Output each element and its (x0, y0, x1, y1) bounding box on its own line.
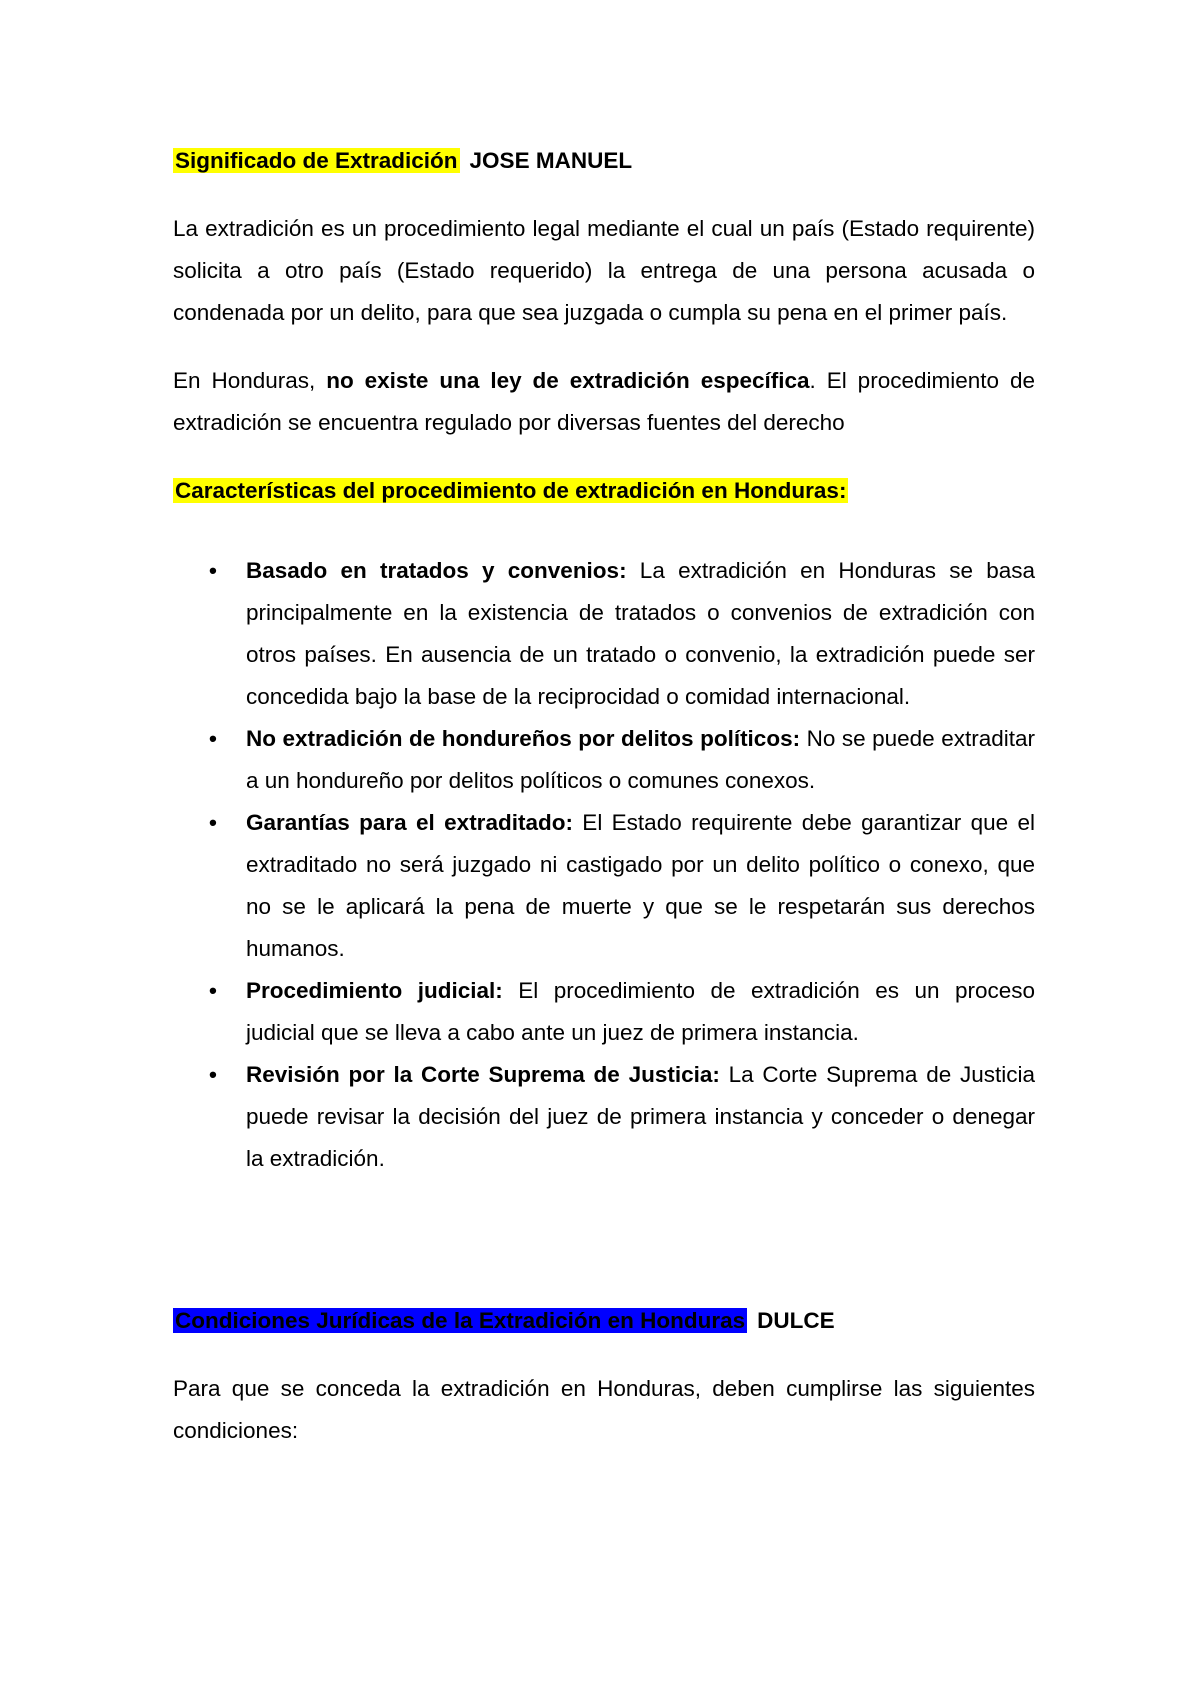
characteristics-list (173, 550, 1035, 1180)
list-item-term: Garantías para el extraditado: (246, 810, 573, 835)
paragraph-honduras-law-pre: En Honduras, (173, 368, 327, 393)
section-heading-meaning (173, 140, 1035, 182)
paragraph-honduras-law-bold: no existe una ley de extradición específica (326, 368, 810, 393)
paragraph-honduras-law (173, 360, 1035, 444)
bullet-icon: • (209, 726, 217, 751)
list-item-text: El Estado requirente debe garantizar que el extraditado no será juzgado ni castigado por un delito político o conexo, que no se le aplicará la pena de muerte y que se le respetarán sus derechos humanos. (246, 810, 1035, 961)
section-heading-conditions (173, 1300, 1035, 1342)
list-item (173, 802, 1035, 970)
list-item-text: La extradición en Honduras se basa principalmente en la existencia de tratados o convenios de extradición con otros países. En ausencia de un tratado o convenio, la extradición puede ser concedida bajo la base de la reciprocidad o comidad internacional. (246, 558, 1035, 709)
list-item-text: El procedimiento de extradición es un proceso judicial que se lleva a cabo ante un juez de primera instancia. (246, 978, 1036, 1045)
paragraph-definition: La extradición es un procedimiento legal mediante el cual un país (Estado requirente) solicita a otro país (Estado requerido) la entrega de una persona acusada o condenada por un delito, para que sea juzgada o cumpla su pena en el primer país. (173, 216, 1035, 325)
heading-conditions-title: Condiciones Jurídicas de la Extradición en Honduras (175, 1308, 746, 1333)
author-name-dulce: DULCE (757, 1308, 835, 1333)
document-page (173, 140, 1035, 1452)
list-item-term: Revisión por la Corte Suprema de Justicia: (246, 1062, 720, 1087)
list-item (173, 550, 1035, 718)
bullet-icon: • (209, 558, 217, 583)
list-item-term: Basado en tratados y convenios: (246, 558, 627, 583)
list-item (173, 970, 1035, 1054)
bullet-icon: • (209, 1062, 217, 1087)
paragraph-honduras-law-post: . El procedimiento de extradición se encuentra regulado por diversas fuentes del derecho (173, 368, 1035, 435)
section-heading-characteristics (173, 470, 1035, 512)
bullet-icon: • (209, 810, 217, 835)
heading-meaning-title: Significado de Extradición (175, 148, 458, 173)
paragraph-conditions-intro: Para que se conceda la extradición en Honduras, deben cumplirse las siguientes condiciones: (173, 1376, 1035, 1443)
author-name-jose: JOSE MANUEL (469, 148, 633, 173)
list-item (173, 1054, 1035, 1180)
list-item-term: Procedimiento judicial: (246, 978, 503, 1003)
list-item (173, 718, 1035, 802)
heading-characteristics-title: Características del procedimiento de extradición en Honduras: (175, 478, 847, 503)
list-item-text: La Corte Suprema de Justicia puede revisar la decisión del juez de primera instancia y conceder o denegar la extradición. (246, 1062, 1035, 1171)
list-item-term: No extradición de hondureños por delitos políticos: (246, 726, 801, 751)
list-item-text: No se puede extraditar a un hondureño por delitos políticos o comunes conexos. (246, 726, 1035, 793)
bullet-icon: • (209, 978, 217, 1003)
